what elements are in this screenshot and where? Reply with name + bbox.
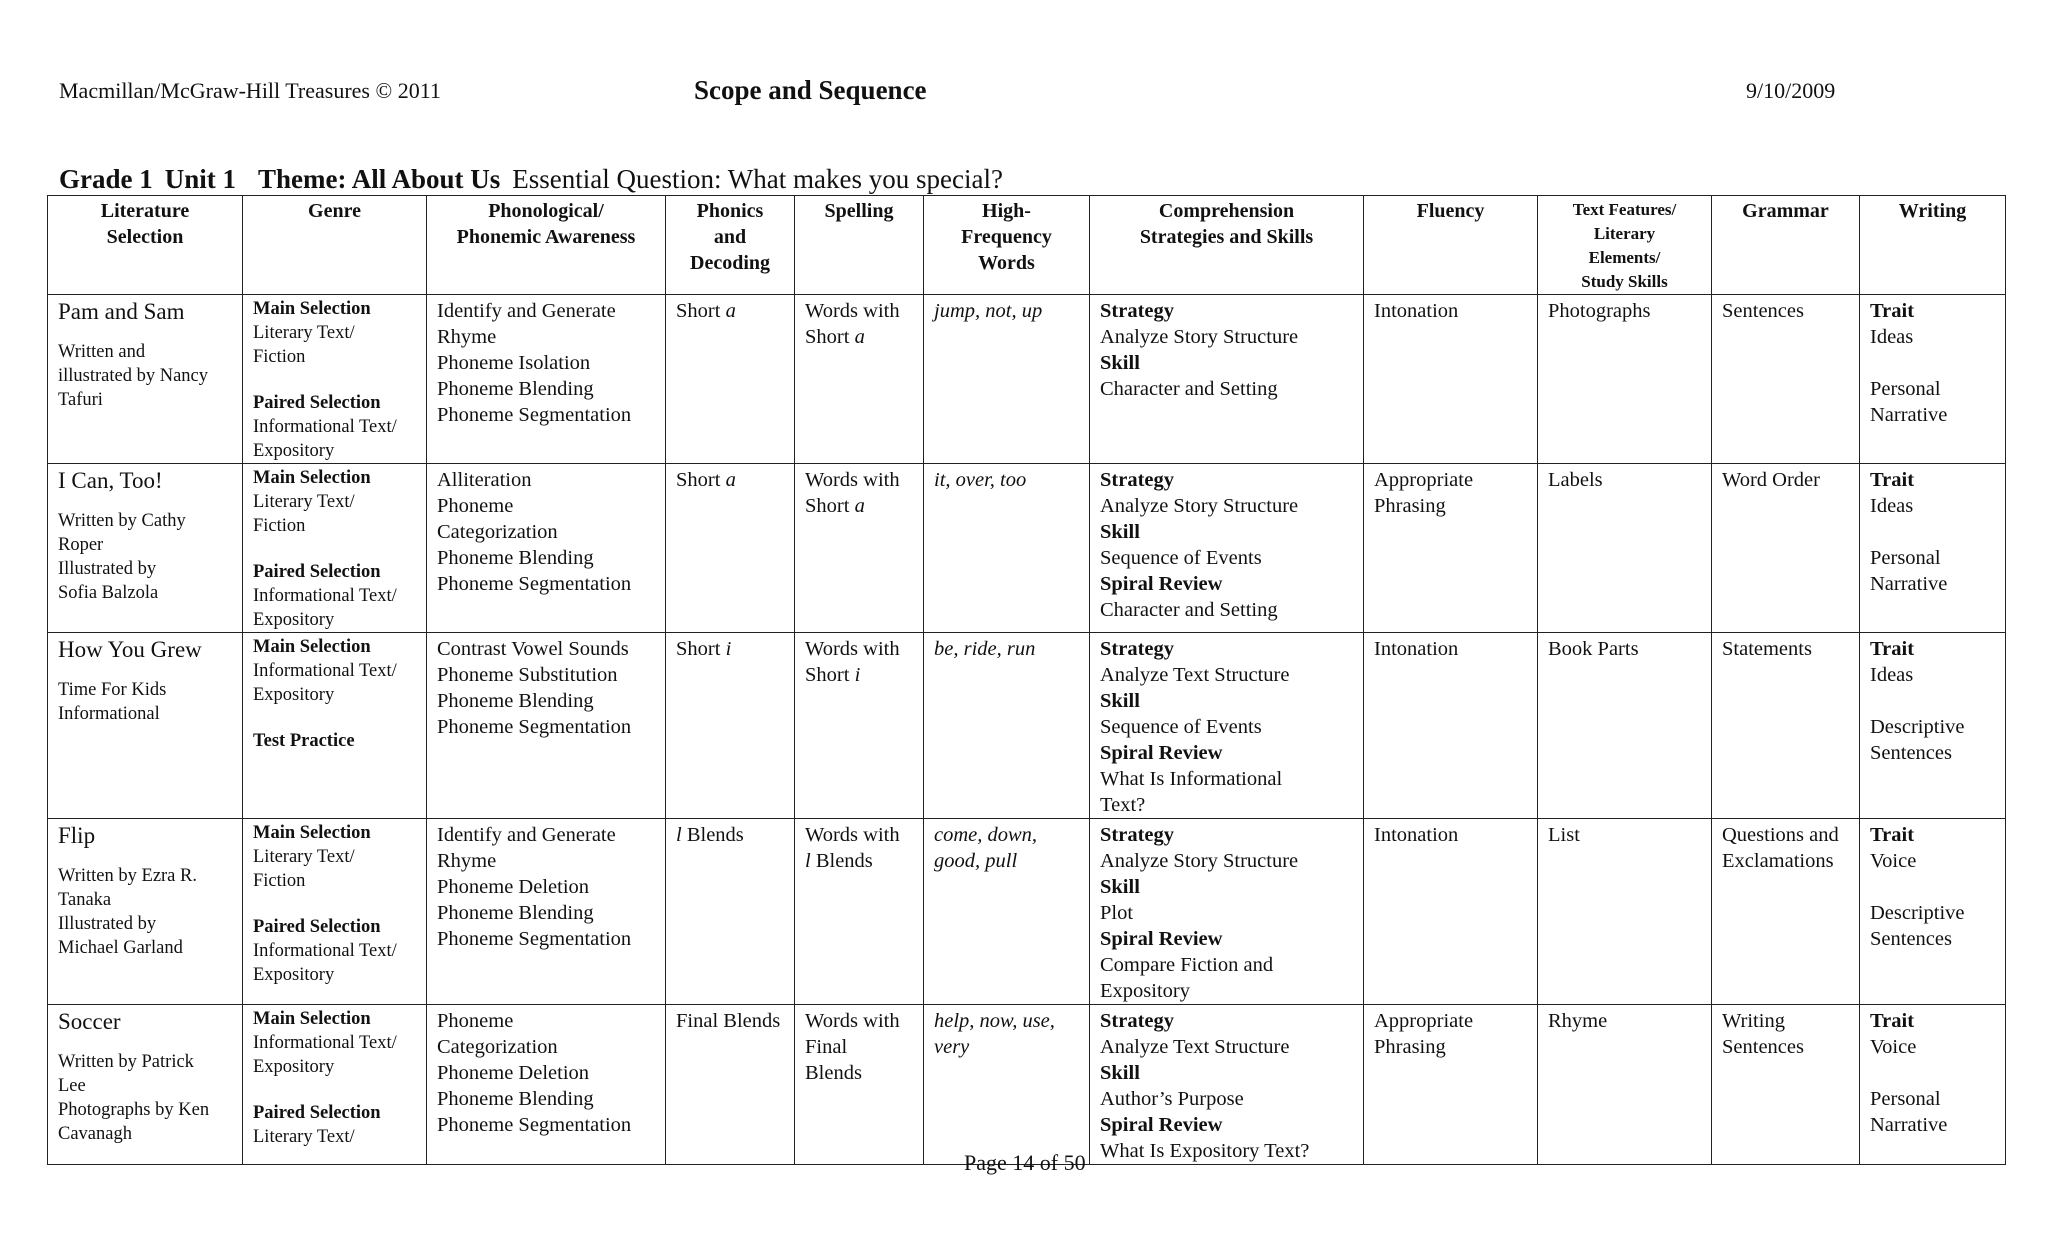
comprehension-cell: Strategy Analyze Story Structure Skill Plot Spiral Review Compare Fiction and Expository xyxy=(1090,819,1364,1005)
phonics-cell: Final Blends xyxy=(666,1005,795,1165)
comprehension-cell: Strategy Analyze Text Structure Skill Author’s Purpose Spiral Review What Is Expository Text? xyxy=(1090,1005,1364,1165)
phonological-cell: Identify and Generate Rhyme Phoneme Isolation Phoneme Blending Phoneme Segmentation xyxy=(427,295,666,464)
writing-cell: Trait Ideas Personal Narrative xyxy=(1860,464,2006,633)
table-row xyxy=(48,295,2006,464)
phonological-cell: Contrast Vowel Sounds Phoneme Substitution Phoneme Blending Phoneme Segmentation xyxy=(427,633,666,819)
literature-cell: How You Grew Time For Kids Informational xyxy=(48,633,243,819)
table-row xyxy=(48,633,2006,819)
table-header-row xyxy=(48,196,2006,295)
spelling-cell: Words with Short a xyxy=(795,295,924,464)
phonological-cell: Identify and Generate Rhyme Phoneme Deletion Phoneme Blending Phoneme Segmentation xyxy=(427,819,666,1005)
comprehension-cell: Strategy Analyze Story Structure Skill Character and Setting xyxy=(1090,295,1364,464)
comprehension-cell: Strategy Analyze Text Structure Skill Sequence of Events Spiral Review What Is Informational Text? xyxy=(1090,633,1364,819)
col-header-writing: Writing xyxy=(1860,196,2006,295)
grammar-cell: Writing Sentences xyxy=(1712,1005,1860,1165)
fluency-cell: Appropriate Phrasing xyxy=(1364,1005,1538,1165)
fluency-cell: Intonation xyxy=(1364,819,1538,1005)
phonics-cell: Short a xyxy=(666,464,795,633)
writing-cell: Trait Ideas Personal Narrative xyxy=(1860,295,2006,464)
col-header-comprehension: Comprehension Strategies and Skills xyxy=(1090,196,1364,295)
genre-cell: Main Selection Informational Text/ Expository Paired Selection Literary Text/ xyxy=(243,1005,427,1165)
literature-cell: Pam and Sam Written and illustrated by Nancy Tafuri xyxy=(48,295,243,464)
unit-label: Unit 1 xyxy=(164,164,237,194)
phonological-cell: Phoneme Categorization Phoneme Deletion Phoneme Blending Phoneme Segmentation xyxy=(427,1005,666,1165)
selection-title: I Can, Too! xyxy=(58,468,163,493)
col-header-phonics: Phonics and Decoding xyxy=(666,196,795,295)
scope-sequence-table xyxy=(47,195,2006,1165)
document-date: 9/10/2009 xyxy=(1746,78,1836,103)
unit-heading xyxy=(59,164,1003,195)
genre-cell: Main Selection Literary Text/ Fiction Paired Selection Informational Text/ Expository xyxy=(243,819,427,1005)
text-features-cell: Photographs xyxy=(1538,295,1712,464)
hfw-cell: help, now, use, very xyxy=(924,1005,1090,1165)
fluency-cell: Intonation xyxy=(1364,295,1538,464)
grade-label: Grade 1 xyxy=(59,164,153,194)
essential-question: Essential Question: What makes you special? xyxy=(512,164,1003,194)
hfw-cell: be, ride, run xyxy=(924,633,1090,819)
grammar-cell: Statements xyxy=(1712,633,1860,819)
col-header-hfw: High- Frequency Words xyxy=(924,196,1090,295)
col-header-genre: Genre xyxy=(243,196,427,295)
table-row xyxy=(48,1005,2006,1165)
grammar-cell: Questions and Exclamations xyxy=(1712,819,1860,1005)
phonological-cell: Alliteration Phoneme Categorization Phoneme Blending Phoneme Segmentation xyxy=(427,464,666,633)
spelling-cell: Words with Final Blends xyxy=(795,1005,924,1165)
fluency-cell: Intonation xyxy=(1364,633,1538,819)
genre-cell: Main Selection Literary Text/ Fiction Paired Selection Informational Text/ Expository xyxy=(243,295,427,464)
spelling-cell: Words with l Blends xyxy=(795,819,924,1005)
phonics-cell: Short i xyxy=(666,633,795,819)
literature-cell: Soccer Written by Patrick Lee Photographs by Ken Cavanagh xyxy=(48,1005,243,1165)
literature-cell: I Can, Too! Written by Cathy Roper Illustrated by Sofia Balzola xyxy=(48,464,243,633)
spelling-cell: Words with Short a xyxy=(795,464,924,633)
genre-cell: Main Selection Informational Text/ Expository Test Practice xyxy=(243,633,427,819)
theme-label: Theme: All About Us xyxy=(258,164,501,194)
col-header-spelling: Spelling xyxy=(795,196,924,295)
grammar-cell: Word Order xyxy=(1712,464,1860,633)
writing-cell: Trait Voice Personal Narrative xyxy=(1860,1005,2006,1165)
col-header-grammar: Grammar xyxy=(1712,196,1860,295)
col-header-phonological: Phonological/ Phonemic Awareness xyxy=(427,196,666,295)
literature-cell: Flip Written by Ezra R. Tanaka Illustrated by Michael Garland xyxy=(48,819,243,1005)
hfw-cell: jump, not, up xyxy=(924,295,1090,464)
text-features-cell: Labels xyxy=(1538,464,1712,633)
page-number: Page 14 of 50 xyxy=(964,1150,1086,1175)
selection-title: Pam and Sam xyxy=(58,299,185,324)
selection-title: How You Grew xyxy=(58,637,202,662)
document-title: Scope and Sequence xyxy=(694,75,927,105)
writing-cell: Trait Voice Descriptive Sentences xyxy=(1860,819,2006,1005)
grammar-cell: Sentences xyxy=(1712,295,1860,464)
spelling-cell: Words with Short i xyxy=(795,633,924,819)
writing-cell: Trait Ideas Descriptive Sentences xyxy=(1860,633,2006,819)
col-header-fluency: Fluency xyxy=(1364,196,1538,295)
col-header-literature: Literature Selection xyxy=(48,196,243,295)
comprehension-cell: Strategy Analyze Story Structure Skill Sequence of Events Spiral Review Character and Setting xyxy=(1090,464,1364,633)
col-header-text-features: Text Features/ Literary Elements/ Study Skills xyxy=(1538,196,1712,295)
genre-cell: Main Selection Literary Text/ Fiction Paired Selection Informational Text/ Expository xyxy=(243,464,427,633)
text-features-cell: Rhyme xyxy=(1538,1005,1712,1165)
text-features-cell: List xyxy=(1538,819,1712,1005)
hfw-cell: come, down, good, pull xyxy=(924,819,1090,1005)
fluency-cell: Appropriate Phrasing xyxy=(1364,464,1538,633)
hfw-cell: it, over, too xyxy=(924,464,1090,633)
table-row xyxy=(48,819,2006,1005)
phonics-cell: l Blends xyxy=(666,819,795,1005)
table-row xyxy=(48,464,2006,633)
phonics-cell: Short a xyxy=(666,295,795,464)
selection-title: Soccer xyxy=(58,1009,121,1034)
text-features-cell: Book Parts xyxy=(1538,633,1712,819)
selection-title: Flip xyxy=(58,823,96,848)
publisher-header: Macmillan/McGraw-Hill Treasures © 2011 xyxy=(59,78,441,103)
